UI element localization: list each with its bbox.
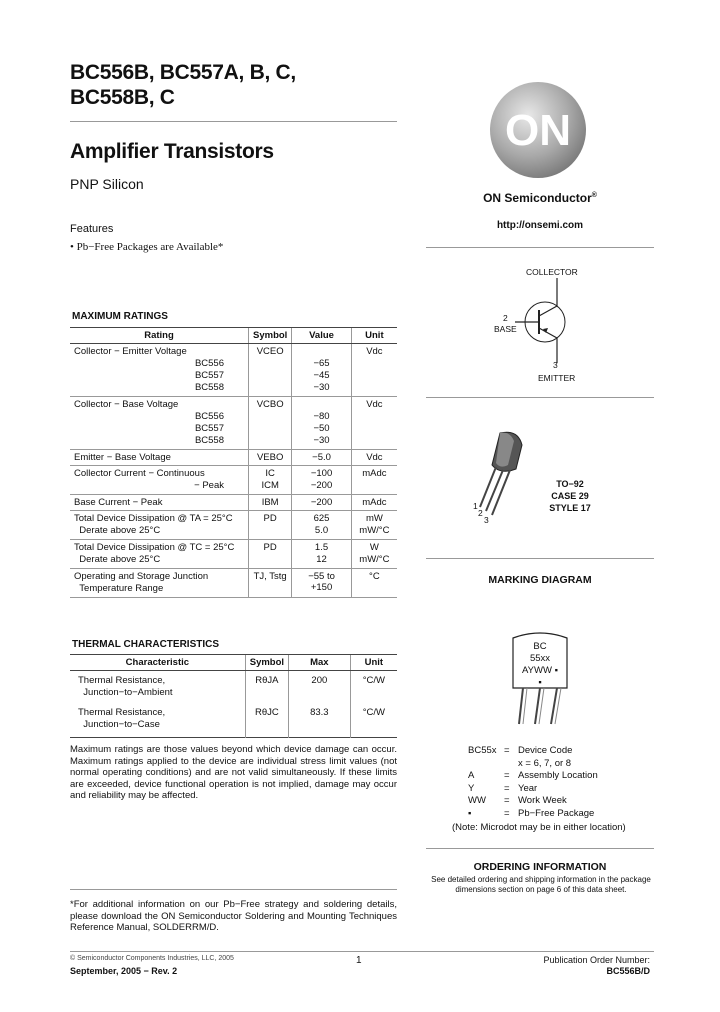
table-row: Collector Current − Continuous − Peak IC ICM −100 −200 mAdc xyxy=(70,466,397,495)
ordering-text: See detailed ordering and shipping information in the package dimensions section on page 6 of this data sheet. xyxy=(431,875,651,894)
features-heading: Features xyxy=(70,223,114,235)
list-item: ▪ = Pb−Free Package xyxy=(468,807,595,819)
transistor-symbol-icon xyxy=(515,278,575,363)
page-number: 1 xyxy=(356,955,362,966)
publication-number: Publication Order Number: BC556B/D xyxy=(543,955,650,976)
table-row: Emitter − Base Voltage VEBO −5.0 Vdc xyxy=(70,450,397,466)
table-header-row: Characteristic Symbol Max Unit xyxy=(70,655,397,671)
pin-2-label: 2 xyxy=(478,508,483,518)
company-url[interactable]: http://onsemi.com xyxy=(496,220,584,231)
divider xyxy=(426,848,654,849)
on-logo-icon xyxy=(481,73,595,187)
package-info: TO−92 CASE 29 STYLE 17 xyxy=(549,479,591,513)
footer-divider xyxy=(70,951,654,952)
emitter-pin-label: 3 xyxy=(553,360,558,370)
thermal-table xyxy=(70,654,397,738)
collector-label: COLLECTOR xyxy=(526,267,578,277)
max-ratings-table xyxy=(70,327,397,598)
company-name: ON Semiconductor® xyxy=(483,191,597,205)
list-item: A = Assembly Location xyxy=(468,770,598,782)
marking-note: (Note: Microdot may be in either location) xyxy=(452,822,626,833)
emitter-label: EMITTER xyxy=(538,373,576,383)
ordering-heading: ORDERING INFORMATION xyxy=(473,861,607,873)
divider xyxy=(426,247,654,248)
table-row: Thermal Resistance, Junction−to−Ambient RθJA 200 °C/W xyxy=(70,671,397,702)
table-row: Total Device Dissipation @ TC = 25°C Derate above 25°C PD 1.5 12 W mW/°C xyxy=(70,540,397,569)
base-label: BASE xyxy=(494,324,517,334)
divider xyxy=(426,397,654,398)
divider xyxy=(426,558,654,559)
list-item: x = 6, 7, or 8 xyxy=(518,757,572,769)
table-row: Operating and Storage Junction Temperature Range TJ, Tstg −55 to +150 °C xyxy=(70,569,397,598)
title-divider xyxy=(70,121,397,122)
marking-legend xyxy=(468,745,598,821)
table-row: Base Current − Peak IBM −200 mAdc xyxy=(70,495,397,511)
table-row: Collector − Emitter Voltage BC556 BC557 BC558 VCEO −65 −45 −30 Vdc xyxy=(70,344,397,397)
max-ratings-heading: MAXIMUM RATINGS xyxy=(72,311,168,322)
to92-package-icon xyxy=(470,425,540,520)
list-item: BC55x = Device Code xyxy=(468,745,573,756)
base-pin-label: 2 xyxy=(503,313,508,323)
thermal-heading: THERMAL CHARACTERISTICS xyxy=(72,639,220,650)
list-item: Y = Year xyxy=(468,782,538,794)
ratings-notes: Maximum ratings are those values beyond which device damage can occur. Maximum ratings applied to the device are individual stress limit values (not normal operating conditions) and are not valid simultaneously. If these limits are exceeded, device functional operation is not implied, damage may occur and reliability may be affected. xyxy=(70,744,397,801)
features-item: • Pb−Free Packages are Available* xyxy=(70,241,224,253)
revision-date: September, 2005 − Rev. 2 xyxy=(70,966,178,976)
table-row: Collector − Base Voltage BC556 BC557 BC558 VCBO −80 −50 −30 Vdc xyxy=(70,397,397,450)
table-header-row: Rating Symbol Value Unit xyxy=(70,328,397,344)
device-type: PNP Silicon xyxy=(70,176,144,192)
subtitle: Amplifier Transistors xyxy=(70,140,274,163)
footnote: *For additional information on our Pb−Free strategy and soldering details, please download the ON Semiconductor Soldering and Mounting Techniques Reference Manual, SOLDERRM/D. xyxy=(70,899,397,933)
list-item: WW = Work Week xyxy=(468,795,567,807)
pin-3-label: 3 xyxy=(484,515,489,525)
page-title: BC556B, BC557A, B, C, BC558B, C xyxy=(70,61,296,109)
logo-text: ON xyxy=(505,106,571,155)
table-row: Total Device Dissipation @ TA = 25°C Derate above 25°C PD 625 5.0 mW mW/°C xyxy=(70,511,397,540)
copyright: © Semiconductor Components Industries, LLC, 2005 xyxy=(70,955,234,962)
pin-1-label: 1 xyxy=(473,501,478,511)
marking-heading: MARKING DIAGRAM xyxy=(488,574,592,586)
footnote-divider xyxy=(70,889,397,890)
table-row: Thermal Resistance, Junction−to−Case RθJC 83.3 °C/W xyxy=(70,701,397,738)
marking-chip-text: BC 55xx AYWW ▪ ▪ xyxy=(522,641,558,688)
